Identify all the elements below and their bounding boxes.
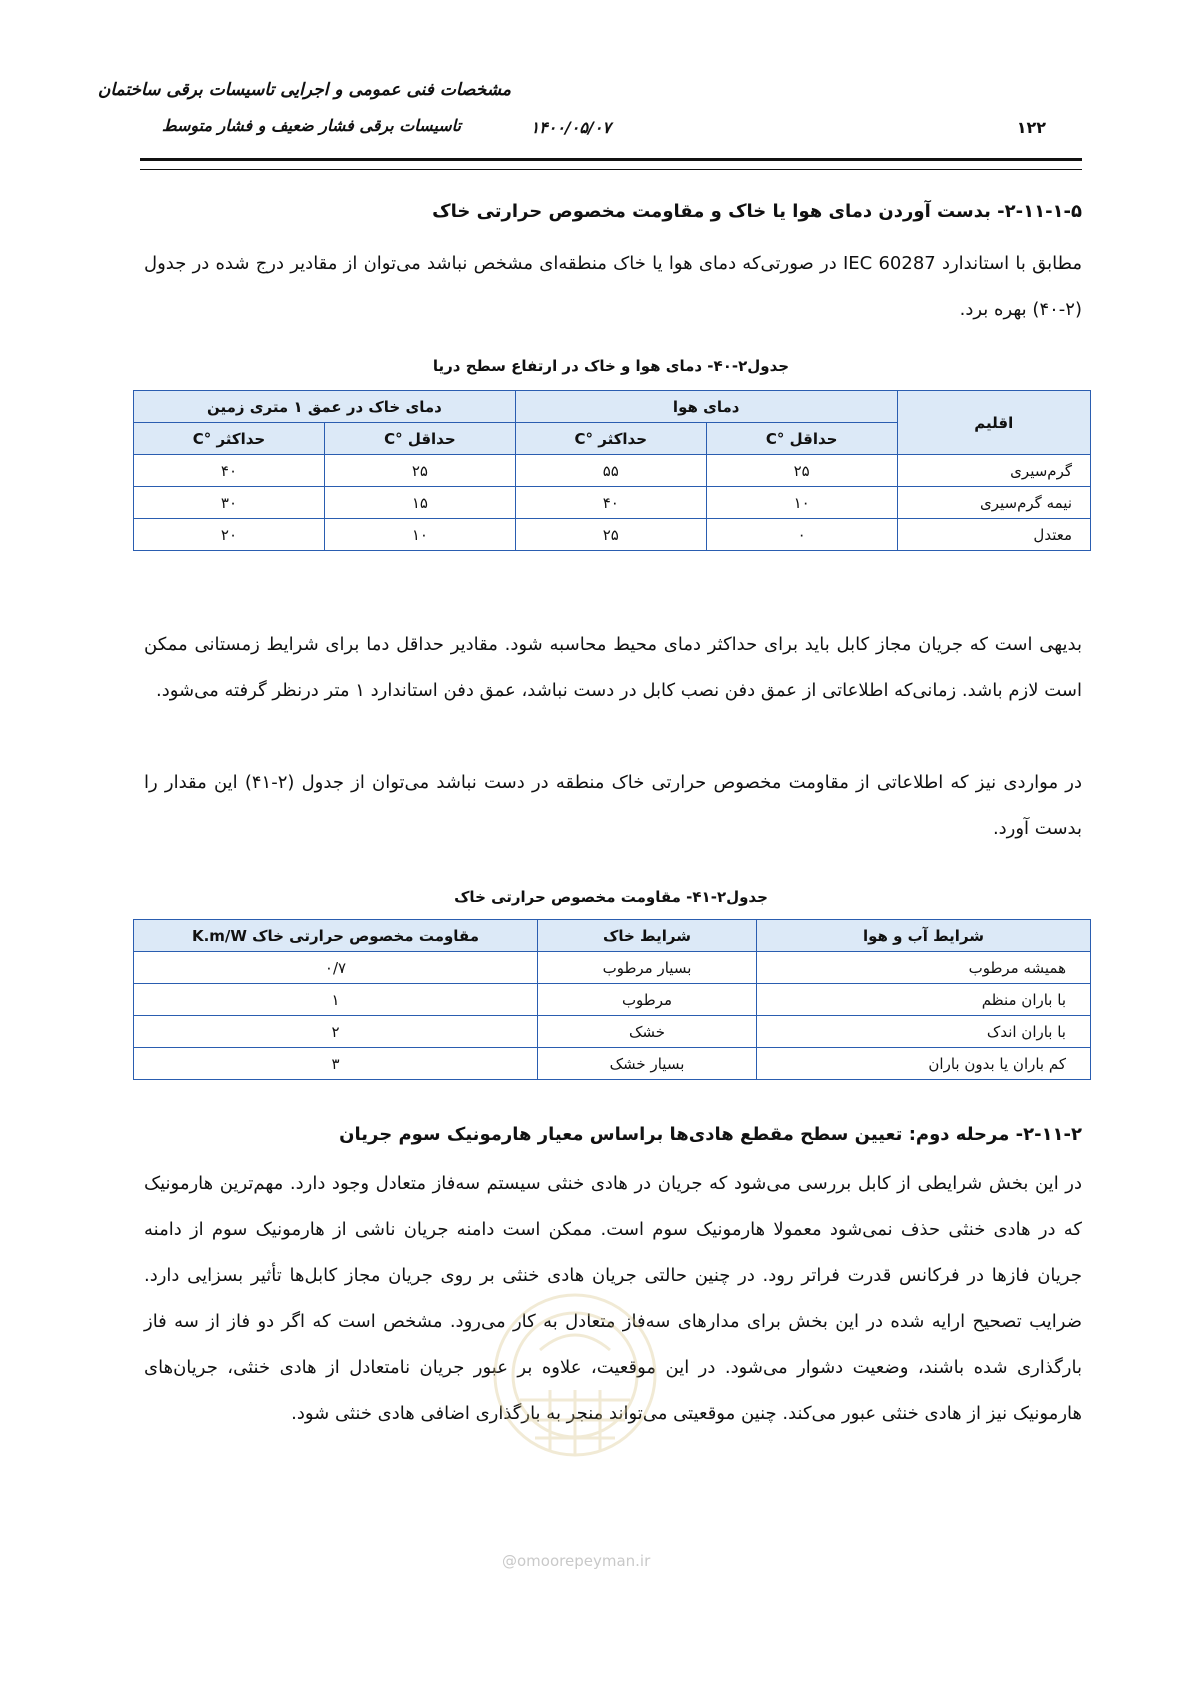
intro-text-b: در صورتی‌که دمای هوا یا خاک منطقه‌ای مشخص نباشد می‌توان از مقادیر درج شده در جدول (۲-۴۰) بهره برد. — [144, 253, 1082, 320]
section-heading-2: ۲-۱۱-۲- مرحله دوم: تعیین سطح مقطع هادی‌ها براساس معیار هارمونیک سوم جریان — [339, 1124, 1082, 1145]
table-row — [134, 952, 1091, 984]
header-region: اقلیم — [897, 391, 1090, 455]
soil-max-cell: ۴۰ — [134, 455, 325, 487]
soil-min-cell: ۱۵ — [324, 487, 515, 519]
table41-caption: جدول۲-۴۱- مقاومت مخصوص حرارتی خاک — [454, 888, 768, 906]
climate-cell: همیشه مرطوب — [757, 952, 1091, 984]
soil-min-cell: ۲۵ — [324, 455, 515, 487]
resistivity-cell: ۲ — [134, 1016, 538, 1048]
soil-cell: بسیار خشک — [538, 1048, 757, 1080]
table-air-soil-temperature — [133, 390, 1091, 551]
air-max-cell: ۲۵ — [515, 519, 706, 551]
header-subtitle: تاسیسات برقی فشار ضعیف و فشار متوسط — [161, 116, 461, 135]
table-row — [134, 1048, 1091, 1080]
section-heading-1: ۲-۱۱-۱-۵- بدست آوردن دمای هوا یا خاک و مقاومت مخصوص حرارتی خاک — [432, 201, 1082, 222]
soil-cell: بسیار مرطوب — [538, 952, 757, 984]
climate-cell: کم باران یا بدون باران — [757, 1048, 1091, 1080]
page-header — [97, 70, 1051, 160]
air-max-cell: ۴۰ — [515, 487, 706, 519]
air-min-cell: ۲۵ — [706, 455, 897, 487]
table-soil-thermal-resistivity — [133, 919, 1091, 1080]
table-row — [134, 984, 1091, 1016]
header-title: مشخصات فنی عمومی و اجرایی تاسیسات برقی ساختمان — [97, 80, 511, 100]
header-date: ۱۴۰۰/۰۵/۰۷ — [530, 118, 611, 137]
header-resistivity: مقاومت مخصوص حرارتی خاک K.m/W — [134, 920, 538, 952]
table-row — [134, 487, 1091, 519]
climate-cell: با باران منظم — [757, 984, 1091, 1016]
header-divider — [140, 158, 1082, 170]
soil-max-cell: ۲۰ — [134, 519, 325, 551]
table40-caption: جدول۲-۴۰- دمای هوا و خاک در ارتفاع سطح دریا — [432, 357, 790, 375]
table-row — [134, 519, 1091, 551]
paragraph-max-ambient: بدیهی است که جریان مجاز کابل باید برای حداکثر دمای محیط محاسبه شود. مقادیر حداقل دما برای شرایط زمستانی ممکن است لازم باشد. زمانی‌که اطلاعاتی از عمق دفن نصب کابل در دست نباشد، عمق دفن استاندارد ۱ متر درنظر گرفته می‌شود. — [144, 634, 1082, 701]
header-air-max: حداکثر °C — [515, 423, 706, 455]
intro-text-a: مطابق با استاندارد — [941, 253, 1082, 274]
region-cell: گرم‌سیری — [897, 455, 1090, 487]
climate-cell: با باران اندک — [757, 1016, 1091, 1048]
standard-name: IEC 60287 — [842, 253, 936, 274]
air-min-cell: ۱۰ — [706, 487, 897, 519]
table-row — [134, 1016, 1091, 1048]
soil-max-cell: ۳۰ — [134, 487, 325, 519]
region-cell: معتدل — [897, 519, 1090, 551]
header-air-min: حداقل °C — [706, 423, 897, 455]
paragraph-thermal-resistivity: در مواردی نیز که اطلاعاتی از مقاومت مخصوص حرارتی خاک منطقه در دست نباشد می‌توان از جدول (۲-۴۱) این مقدار را بدست آورد. — [144, 772, 1082, 839]
resistivity-cell: ۰/۷ — [134, 952, 538, 984]
watermark-text: @omoorepeyman.ir — [502, 1552, 651, 1570]
paragraph-intro — [144, 241, 1082, 333]
soil-cell: خشک — [538, 1016, 757, 1048]
soil-min-cell: ۱۰ — [324, 519, 515, 551]
paragraph-third-harmonic: در این بخش شرایطی از کابل بررسی می‌شود که جریان در هادی خنثی سیستم سه‌فاز متعادل وجود دارد. مهم‌ترین هارمونیک که در هادی خنثی حذف نمی‌شود معمولا هارمونیک سوم است. ممکن است دامنه جریان ناشی از هارمونیک سوم از دامنه جریان فازها در فرکانس قدرت فراتر رود. در چنین حالتی جریان هادی خنثی بر روی جریان مجاز کابل‌ها تأثیر بسزایی دارد. ضرایب تصحیح ارایه شده در این بخش برای مدارهای سه‌فاز متعادل به کار می‌رود. مشخص است که اگر دو فاز از سه فاز بارگذاری شده باشند، وضعیت دشوار می‌شود. در این موقعیت، علاوه بر عبور جریان نامتعادل از هادی خنثی، جریان‌های هارمونیک نیز از هادی خنثی عبور می‌کند. چنین موقعیتی می‌تواند منجر به بارگذاری اضافی هادی خنثی شود. — [144, 1173, 1082, 1424]
soil-cell: مرطوب — [538, 984, 757, 1016]
table-row — [134, 455, 1091, 487]
page-number: ۱۲۲ — [1016, 118, 1046, 137]
header-soil-max: حداکثر °C — [134, 423, 325, 455]
resistivity-cell: ۳ — [134, 1048, 538, 1080]
header-soil-condition: شرایط خاک — [538, 920, 757, 952]
header-climate: شرایط آب و هوا — [757, 920, 1091, 952]
air-max-cell: ۵۵ — [515, 455, 706, 487]
header-soil-temp: دمای خاک در عمق ۱ متری زمین — [134, 391, 516, 423]
resistivity-cell: ۱ — [134, 984, 538, 1016]
watermark-logo — [480, 1280, 670, 1510]
header-air-temp: دمای هوا — [515, 391, 897, 423]
header-soil-min: حداقل °C — [324, 423, 515, 455]
region-cell: نیمه گرم‌سیری — [897, 487, 1090, 519]
air-min-cell: ۰ — [706, 519, 897, 551]
